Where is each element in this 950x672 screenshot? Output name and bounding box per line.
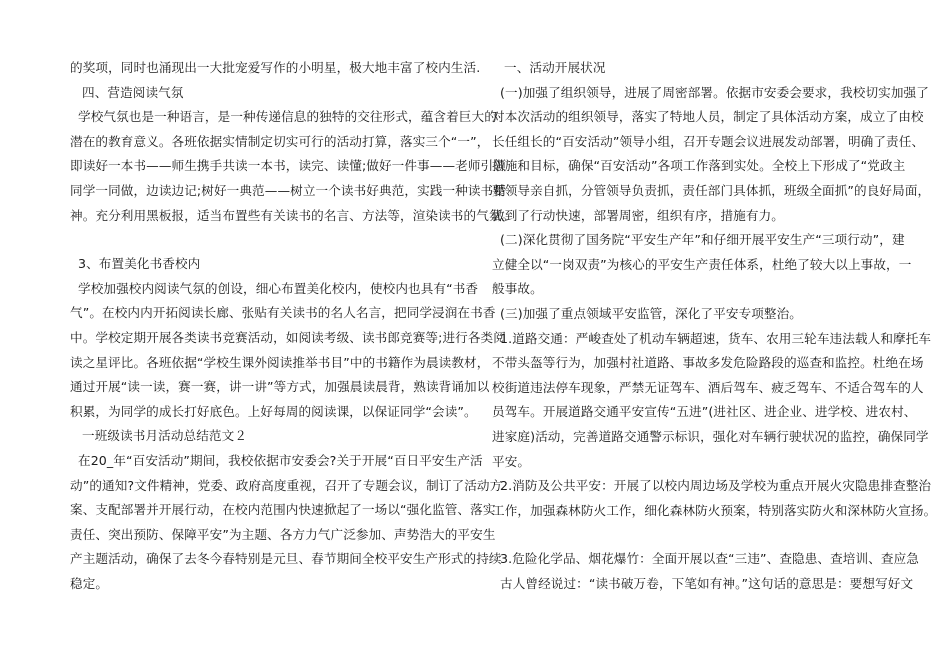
right-column-text-line: 长任组长的“百安活动”领导小组，召开专题会议进展发动部署，明确了责任、 <box>492 133 925 149</box>
left-column-text-line: 责任、突出预防、保障平安”为主题、各方力气广泛参加、声势浩大的平安生 <box>70 526 496 542</box>
right-column-text-line: 一、活动开展状况 <box>504 60 606 75</box>
left-column-text-line: 四、营造阅读气氛 <box>82 84 184 100</box>
right-column-text-line: 立健全以“一岗双责”为核心的平安生产责任体系，杜绝了较大以上事故，一 <box>492 256 912 272</box>
left-column-text-line: 动”的通知?文件精神，党委、政府高度重视，召开了专题会议，制订了活动方 <box>70 477 503 493</box>
right-column <box>492 56 937 596</box>
left-column-text-line: 气”。在校内内开拓阅读长廊、张贴有关读书的名人名言，把同学浸润在书香 <box>70 305 496 321</box>
left-column-text-line: 产主题活动，确保了去冬今春特别是元旦、春节期间全校平安生产形式的持续 <box>70 551 502 567</box>
right-column-text-line: 对本次活动的组织领导，落实了特地人员，制定了具体活动方案，成立了由校 <box>492 109 924 125</box>
left-column-text-line: 通过开展“读一读，赛一赛，讲一讲”等方式，加强晨读晨背，熟读背诵加以 <box>70 379 490 395</box>
right-column-text-line: 般事故。 <box>492 281 543 297</box>
left-column-text-line: 学校加强校内阅读气氛的创设，细心布置美化校内，使校内也具有“书香 <box>78 280 479 296</box>
right-column-text-line: 古人曾经说过：“读书破万卷，下笔如有神。”这句话的意思是：要想写好文 <box>500 575 914 591</box>
right-column-text-line: 员驾车。开展道路交通平安宣传“五进”(进社区、进企业、进学校、进农村、 <box>492 404 917 420</box>
right-column-text-line: 校街道违法停车现象，严禁无证驾车、酒后驾车、疲乏驾车、不适合驾车的人 <box>492 379 924 395</box>
left-column-text-line: 即读好一本书——师生携手共读一本书，读完、读懂;做好一件事——老师引领 <box>70 158 506 174</box>
left-column-text-line: 在20_年“百安活动”期间，我校依据市安委会?关于开展“百日平安生产活 <box>78 452 483 468</box>
left-column-text-line: 神。充分利用黑板报，适当布置些有关读书的名言、方法等，渲染读书的气氛。 <box>70 207 515 223</box>
left-column-text-line: 积累，为同学的成长打好底色。上好每周的阅读课，以保证同学“会读”。 <box>70 403 477 419</box>
left-column-spacer <box>70 228 466 252</box>
left-column-text-line: 中。学校定期开展各类读书竞赛活动，如阅读考级、读书郎竞赛等;进行各类阅 <box>70 329 506 345</box>
right-column-text-line: 工作，加强森林防火工作，细化森林防火预案，特别落实防火和深林防火宣扬。 <box>492 502 937 518</box>
right-column-text-line: 做到了行动快速，部署周密，组织有序，措施有力。 <box>492 207 784 223</box>
left-column-text-line: 学校气氛也是一种语言，是一种传递信息的独特的交往形式，蕴含着巨大的 <box>78 109 497 125</box>
right-column-text-line: 不带头盔等行为，加强村社道路、事故多发危险路段的巡查和监控。杜绝在场 <box>492 355 924 371</box>
left-column-text-line: 的奖项，同时也涌现出一大批宠爱写作的小明星，极大地丰富了校内生活. <box>70 60 481 75</box>
left-column-text-line: 案、支配部署并开展行动，在校内范围内快速掀起了一场以“强化监管、落实 <box>70 502 496 518</box>
right-column-text-line: (二)深化贯彻了国务院“平安生产年”和仔细开展平安生产“三项行动”，建 <box>500 232 905 248</box>
right-column-text-line: 进家庭)活动，完善道路交通警示标识，强化对车辆行驶状况的监控，确保同学 <box>492 428 929 444</box>
right-column-text-line: 要领导亲自抓，分管领导负责抓，责任部门具体抓，班级全面抓”的良好局面， <box>492 182 931 198</box>
left-column-text-line: 一班级读书月活动总结范文２ <box>82 428 248 444</box>
left-column <box>70 56 515 596</box>
left-column-text-line: 稳定。 <box>70 575 109 591</box>
right-column-text-line: (一)加强了组织领导，进展了周密部署。依据市安委会要求，我校切实加强了 <box>500 84 929 100</box>
right-column-text-line: 平安。 <box>492 453 531 469</box>
right-column-text-line: 2.消防及公共平安：开展了以校内周边场及学校为重点开展火灾隐患排查整治 <box>500 478 932 494</box>
right-column-text-line: 1.道路交通：严峻查处了机动车辆超速，货车、农用三轮车违法载人和摩托车 <box>500 330 932 346</box>
left-column-text-line: 3、布置美化书香校内 <box>78 256 201 272</box>
right-column-text-line: 措施和目标，确保“百安活动”各项工作落到实处。全校上下形成了“党政主 <box>492 158 906 174</box>
left-column-text-line: 读之星评比。各班依据“学校生课外阅读推举书目”中的书籍作为晨读教材， <box>70 354 490 370</box>
right-column-text-line: 3.危险化学品、烟花爆竹：全面开展以查“三违”、查隐患、查培训、查应急 <box>500 551 919 567</box>
right-column-spacer <box>492 523 884 547</box>
left-column-text-line: 潜在的教育意义。各班依据实情制定切实可行的活动打算，落实三个“一”， <box>70 133 490 149</box>
right-column-text-line: (三)加强了重点领域平安监管，深化了平安专项整治。 <box>500 305 802 321</box>
left-column-text-line: 同学一同做，边读边记;树好一典范——树立一个读书好典范，实践一种读书精 <box>70 182 506 198</box>
